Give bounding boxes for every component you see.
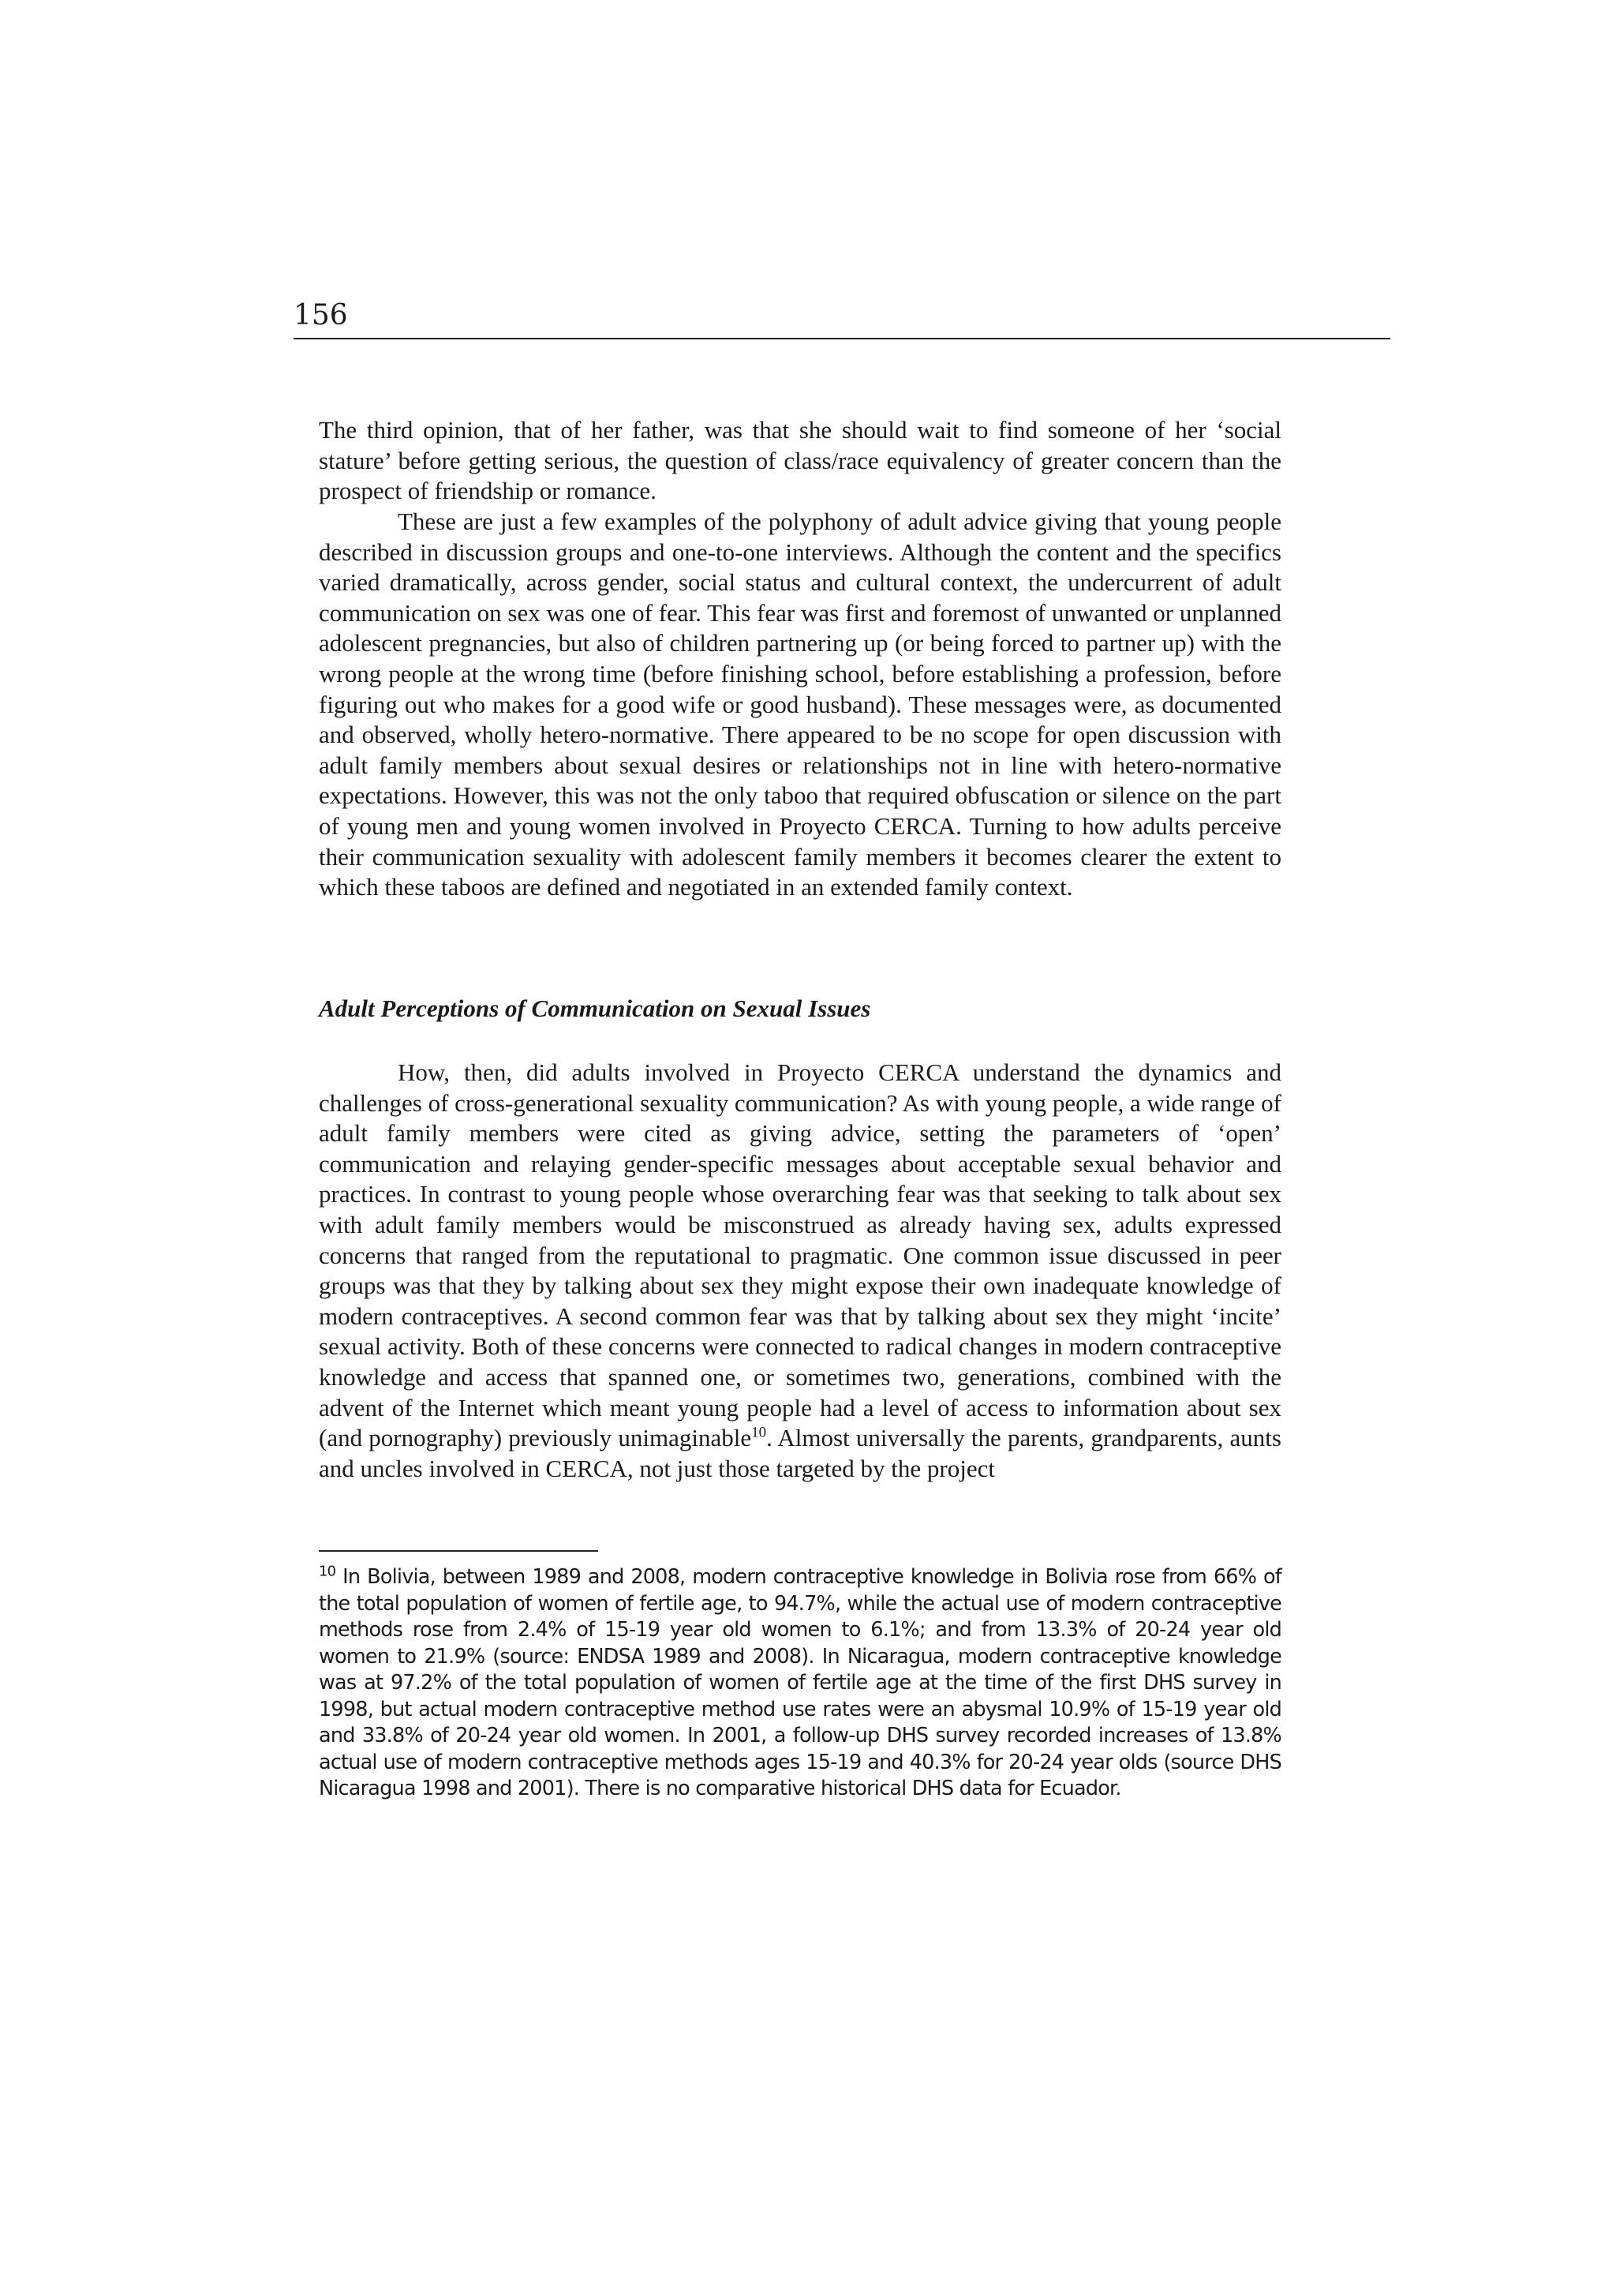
body-paragraph-2: These are just a few examples of the polyphony of adult advice giving that young people described in discussion groups and one-to-one interviews. Although the content and the specifics varied dramatically, across gender, social status and cultural context, the undercurrent of adult communication on sex was one of fear. This fear was first and foremost of unwanted or unplanned adolescent pregnancies, but also of children partnering up (or being forced to partner up) with the wrong people at the wrong time (before finishing school, before establishing a profession, before figuring out who makes for a good wife or good husband). These messages were, as documented and observed, wholly hetero-normative. There appeared to be no scope for open discussion with adult family members about sexual desires or relationships not in line with hetero-normative expectations. However, this was not the only taboo that required obfuscation or silence on the part of young men and young women involved in Proyecto CERCA. Turning to how adults perceive their communication sexuality with adolescent family members it becomes clearer the extent to which these taboos are defined and negotiated in an extended family context. <box>319 508 1281 901</box>
body-paragraph-1: The third opinion, that of her father, was that she should wait to find someone of her ‘social stature’ before getting serious, the question of class/race equivalency of greater concern than the prospect of friendship or romance. <box>319 416 1281 505</box>
paragraph-3-text-after-ref: . Almost universally the parents, grandparents, aunts and uncles involved in CERCA, not just those targeted by the project <box>319 1424 1281 1482</box>
body-paragraph-3 <box>319 1058 1281 1484</box>
footnote <box>319 1564 1281 1803</box>
header-rule <box>294 338 1390 339</box>
footnote-reference: 10 <box>751 1424 767 1441</box>
section-heading: Adult Perceptions of Communication on Sexual Issues <box>319 994 871 1022</box>
footnote-marker: 10 <box>319 1563 336 1580</box>
paragraph-3-text-before-ref: How, then, did adults involved in Proyecto CERCA understand the dynamics and challenges of cross-generational sexuality communication? As with young people, a wide range of adult family members were cited as giving advice, setting the parameters of ‘open’ communication and relaying gender-specific messages about acceptable sexual behavior and practices. In contrast to young people whose overarching fear was that seeking to talk about sex with adult family members would be misconstrued as already having sex, adults expressed concerns that ranged from the reputational to pragmatic. One common issue discussed in peer groups was that they by talking about sex they might expose their own inadequate knowledge of modern contraceptives. A second common fear was that by talking about sex they might ‘incite’ sexual activity. Both of these concerns were connected to radical changes in modern contraceptive knowledge and access that spanned one, or sometimes two, generations, combined with the advent of the Internet which meant young people had a level of access to information about sex (and pornography) previously unimaginable <box>319 1058 1281 1452</box>
footnote-text: In Bolivia, between 1989 and 2008, modern contraceptive knowledge in Bolivia rose from 66% of the total population of women of fertile age, to 94.7%, while the actual use of modern contraceptive methods rose from 2.4% of 15-19 year old women to 6.1%; and from 13.3% of 20-24 year old women to 21.9% (source: ENDSA 1989 and 2008). In Nicaragua, modern contraceptive knowledge was at 97.2% of the total population of women of fertile age at the time of the first DHS survey in 1998, but actual modern contraceptive method use rates were an abysmal 10.9% of 15-19 year old and 33.8% of 20-24 year old women. In 2001, a follow-up DHS survey recorded increases of 13.8% actual use of modern contraceptive methods ages 15-19 and 40.3% for 20-24 year olds (source DHS Nicaragua 1998 and 2001). There is no comparative historical DHS data for Ecuador. <box>319 1565 1281 1800</box>
footnote-separator <box>319 1550 598 1552</box>
page-number: 156 <box>294 299 348 331</box>
